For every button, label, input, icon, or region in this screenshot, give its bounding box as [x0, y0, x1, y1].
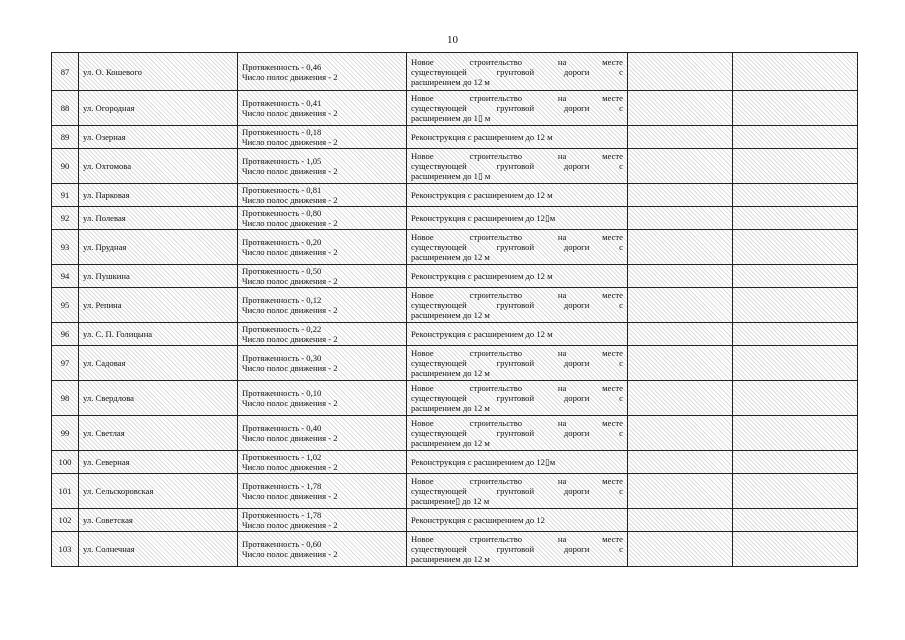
road-characteristics	[238, 265, 407, 288]
road-characteristics	[238, 474, 407, 509]
planned-work	[407, 451, 628, 474]
row-number: 87	[52, 53, 79, 91]
empty-cell	[628, 416, 733, 451]
planned-work-line: расширением до 1▯ м	[411, 171, 491, 181]
street-name: ул. Парковая	[79, 184, 238, 207]
planned-work-line: Реконструкция с расширением до 12 м	[411, 271, 553, 281]
road-length: Протяженность - 0,30	[242, 353, 322, 363]
table-row	[52, 91, 858, 126]
empty-cell	[733, 416, 858, 451]
lane-count: Число полос движения - 2	[242, 108, 338, 118]
row-number: 90	[52, 149, 79, 184]
road-length: Протяженность - 0,41	[242, 98, 322, 108]
lane-count: Число полос движения - 2	[242, 549, 338, 559]
table-row	[52, 474, 858, 509]
row-number: 99	[52, 416, 79, 451]
planned-work	[407, 346, 628, 381]
street-name: ул. Репина	[79, 288, 238, 323]
row-number: 96	[52, 323, 79, 346]
planned-work	[407, 184, 628, 207]
empty-cell	[628, 184, 733, 207]
row-number: 97	[52, 346, 79, 381]
empty-cell	[733, 91, 858, 126]
lane-count: Число полос движения - 2	[242, 71, 338, 82]
empty-cell	[628, 126, 733, 149]
planned-work-line: расширением до 12 м	[411, 76, 490, 87]
planned-work	[407, 509, 628, 532]
road-characteristics	[238, 207, 407, 230]
table-row	[52, 288, 858, 323]
street-name: ул. Прудная	[79, 230, 238, 265]
empty-cell	[628, 149, 733, 184]
street-name: ул. Полевая	[79, 207, 238, 230]
lane-count: Число полос движения - 2	[242, 334, 338, 344]
planned-work	[407, 207, 628, 230]
road-length: Протяженность - 0,50	[242, 266, 322, 276]
road-characteristics	[238, 451, 407, 474]
road-length: Протяженность - 0,20	[242, 237, 322, 247]
empty-cell	[628, 323, 733, 346]
street-name: ул. Советская	[79, 509, 238, 532]
planned-work	[407, 288, 628, 323]
street-name: ул. Северная	[79, 451, 238, 474]
planned-work-line: расширением до 12 м	[411, 554, 490, 564]
lane-count: Число полос движения - 2	[242, 520, 338, 530]
planned-work-line: существующей грунтовой дороги с	[411, 242, 623, 252]
planned-work-line: Реконструкция с расширением до 12 м	[411, 329, 553, 339]
road-length: Протяженность - 0,40	[242, 423, 322, 433]
row-number: 93	[52, 230, 79, 265]
road-length: Протяженность - 0,60	[242, 539, 322, 549]
road-characteristics	[238, 288, 407, 323]
road-characteristics	[238, 230, 407, 265]
planned-work-line: расширением до 12 м	[411, 252, 490, 262]
lane-count: Число полос движения - 2	[242, 491, 338, 501]
table-row	[52, 509, 858, 532]
road-length: Протяженность - 0,10	[242, 388, 322, 398]
planned-work-line: Новое строительство на месте	[411, 418, 623, 428]
lane-count: Число полос движения - 2	[242, 363, 338, 373]
road-characteristics	[238, 381, 407, 416]
empty-cell	[733, 184, 858, 207]
table-row	[52, 126, 858, 149]
road-length: Протяженность - 0,80	[242, 208, 322, 218]
row-number: 88	[52, 91, 79, 126]
empty-cell	[628, 288, 733, 323]
table-row	[52, 265, 858, 288]
planned-work	[407, 381, 628, 416]
road-length: Протяженность - 1,78	[242, 510, 322, 520]
row-number: 89	[52, 126, 79, 149]
empty-cell	[628, 474, 733, 509]
empty-cell	[733, 288, 858, 323]
empty-cell	[733, 323, 858, 346]
road-characteristics	[238, 509, 407, 532]
empty-cell	[733, 53, 858, 91]
empty-cell	[628, 207, 733, 230]
table-row	[52, 346, 858, 381]
road-characteristics	[238, 532, 407, 567]
road-length: Протяженность - 0,12	[242, 295, 322, 305]
table-row	[52, 416, 858, 451]
empty-cell	[733, 474, 858, 509]
road-characteristics	[238, 53, 407, 91]
road-characteristics	[238, 184, 407, 207]
row-number: 94	[52, 265, 79, 288]
planned-work-line: существующей грунтовой дороги с	[411, 486, 623, 496]
empty-cell	[733, 149, 858, 184]
lane-count: Число полос движения - 2	[242, 166, 338, 176]
empty-cell	[628, 265, 733, 288]
road-characteristics	[238, 416, 407, 451]
planned-work-line: Новое строительство на месте	[411, 56, 623, 67]
roads-table	[51, 52, 858, 567]
lane-count: Число полос движения - 2	[242, 247, 338, 257]
empty-cell	[733, 207, 858, 230]
empty-cell	[628, 91, 733, 126]
empty-cell	[733, 126, 858, 149]
planned-work-line: существующей грунтовой дороги с	[411, 358, 623, 368]
road-length: Протяженность - 1,78	[242, 481, 322, 491]
planned-work-line: расширение▯ до 12 м	[411, 496, 490, 506]
planned-work-line: Новое строительство на месте	[411, 290, 623, 300]
lane-count: Число полос движения - 2	[242, 137, 338, 147]
empty-cell	[628, 53, 733, 91]
lane-count: Число полос движения - 2	[242, 398, 338, 408]
row-number: 100	[52, 451, 79, 474]
table-row	[52, 149, 858, 184]
planned-work-line: расширением до 1▯ м	[411, 113, 491, 123]
empty-cell	[733, 509, 858, 532]
road-characteristics	[238, 91, 407, 126]
street-name: ул. С. П. Голицына	[79, 323, 238, 346]
planned-work	[407, 416, 628, 451]
lane-count: Число полос движения - 2	[242, 276, 338, 286]
planned-work	[407, 53, 628, 91]
planned-work-line: расширением до 12 м	[411, 438, 490, 448]
planned-work-line: Реконструкция с расширением до 12 м	[411, 190, 553, 200]
planned-work-line: Новое строительство на месте	[411, 93, 623, 103]
lane-count: Число полос движения - 2	[242, 195, 338, 205]
road-characteristics	[238, 346, 407, 381]
empty-cell	[628, 381, 733, 416]
road-length: Протяженность - 0,22	[242, 324, 322, 334]
planned-work	[407, 91, 628, 126]
street-name: ул. Светлая	[79, 416, 238, 451]
empty-cell	[733, 346, 858, 381]
road-length: Протяженность - 0,46	[242, 61, 322, 72]
planned-work-line: расширением до 12 м	[411, 403, 490, 413]
street-name: ул. Пушкина	[79, 265, 238, 288]
planned-work	[407, 474, 628, 509]
planned-work	[407, 126, 628, 149]
empty-cell	[628, 451, 733, 474]
planned-work-line: Новое строительство на месте	[411, 232, 623, 242]
street-name: ул. Садовая	[79, 346, 238, 381]
table-row	[52, 230, 858, 265]
empty-cell	[733, 532, 858, 567]
planned-work	[407, 323, 628, 346]
table-row	[52, 381, 858, 416]
street-name: ул. Огородная	[79, 91, 238, 126]
planned-work-line: существующей грунтовой дороги с	[411, 103, 623, 113]
empty-cell	[733, 451, 858, 474]
road-characteristics	[238, 149, 407, 184]
empty-cell	[733, 265, 858, 288]
street-name: ул. Сельскоровская	[79, 474, 238, 509]
road-length: Протяженность - 0,81	[242, 185, 322, 195]
street-name: ул. О. Кошевого	[79, 53, 238, 91]
planned-work-line: Реконструкция с расширением до 12	[411, 515, 545, 525]
planned-work-line: Реконструкция с расширением до 12▯м	[411, 457, 556, 467]
planned-work-line: существующей грунтовой дороги с	[411, 66, 623, 77]
road-length: Протяженность - 0,18	[242, 127, 322, 137]
empty-cell	[628, 532, 733, 567]
road-length: Протяженность - 1,02	[242, 452, 322, 462]
lane-count: Число полос движения - 2	[242, 218, 338, 228]
planned-work-line: расширением до 12 м	[411, 310, 490, 320]
planned-work	[407, 265, 628, 288]
planned-work-line: Реконструкция с расширением до 12 м	[411, 132, 553, 142]
planned-work-line: существующей грунтовой дороги с	[411, 300, 623, 310]
street-name: ул. Озерная	[79, 126, 238, 149]
page-number: 10	[447, 34, 458, 46]
empty-cell	[628, 230, 733, 265]
table-row	[52, 184, 858, 207]
table-row	[52, 207, 858, 230]
lane-count: Число полос движения - 2	[242, 433, 338, 443]
street-name: ул. Охтомова	[79, 149, 238, 184]
empty-cell	[628, 346, 733, 381]
lane-count: Число полос движения - 2	[242, 305, 338, 315]
planned-work-line: Новое строительство на месте	[411, 383, 623, 393]
table-row	[52, 532, 858, 567]
lane-count: Число полос движения - 2	[242, 462, 338, 472]
street-name: ул. Солнечная	[79, 532, 238, 567]
row-number: 101	[52, 474, 79, 509]
planned-work-line: существующей грунтовой дороги с	[411, 428, 623, 438]
planned-work-line: существующей грунтовой дороги с	[411, 393, 623, 403]
planned-work-line: Новое строительство на месте	[411, 476, 623, 486]
planned-work-line: существующей грунтовой дороги с	[411, 161, 623, 171]
planned-work-line: Новое строительство на месте	[411, 151, 623, 161]
planned-work	[407, 532, 628, 567]
road-characteristics	[238, 323, 407, 346]
planned-work-line: Реконструкция с расширением до 12▯м	[411, 213, 556, 223]
row-number: 98	[52, 381, 79, 416]
roads-table-body	[52, 53, 858, 567]
table-row	[52, 53, 858, 91]
table-row	[52, 323, 858, 346]
road-characteristics	[238, 126, 407, 149]
empty-cell	[733, 381, 858, 416]
planned-work-line: Новое строительство на месте	[411, 534, 623, 544]
planned-work-line: существующей грунтовой дороги с	[411, 544, 623, 554]
table-row	[52, 451, 858, 474]
row-number: 95	[52, 288, 79, 323]
planned-work	[407, 149, 628, 184]
street-name: ул. Свердлова	[79, 381, 238, 416]
empty-cell	[733, 230, 858, 265]
row-number: 103	[52, 532, 79, 567]
planned-work	[407, 230, 628, 265]
row-number: 91	[52, 184, 79, 207]
road-length: Протяженность - 1,05	[242, 156, 322, 166]
planned-work-line: Новое строительство на месте	[411, 348, 623, 358]
row-number: 102	[52, 509, 79, 532]
row-number: 92	[52, 207, 79, 230]
planned-work-line: расширением до 12 м	[411, 368, 490, 378]
empty-cell	[628, 509, 733, 532]
